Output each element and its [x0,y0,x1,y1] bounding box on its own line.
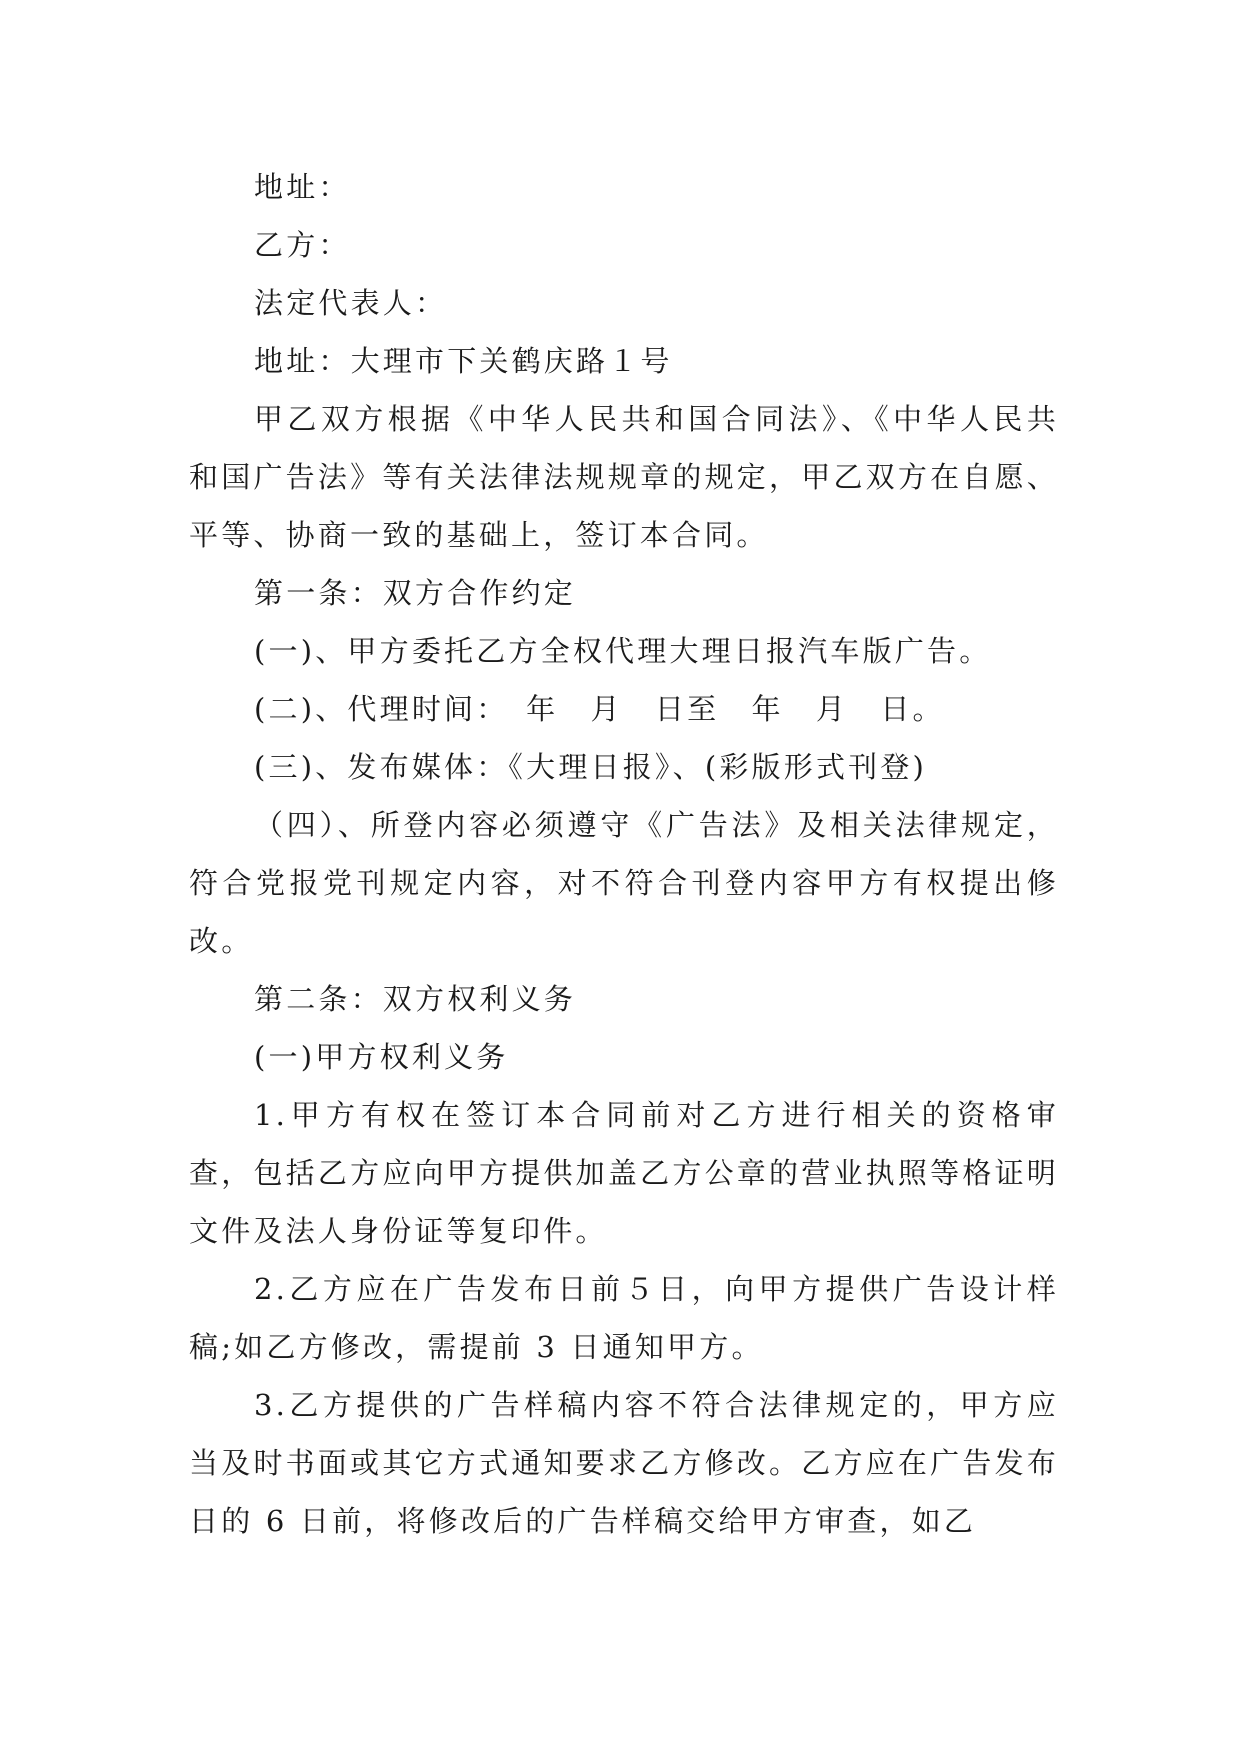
article-two-clause-1: 1.甲方有权在签订本合同前对乙方进行相关的资格审查，包括乙方应向甲方提供加盖乙方公章的营业执照等格证明文件及法人身份证等复印件。 [189,1098,1059,1248]
preamble-paragraph: 甲乙双方根据《中华人民共和国合同法》、《中华人民共和国广告法》等有关法律法规规章的规定，甲乙双方在自愿、平等、协商一致的基础上，签订本合同。 [189,402,1059,552]
article-one-item-4: （四）、所登内容必须遵守《广告法》及相关法律规定，符合党报党刊规定内容，对不符合刊登内容甲方有权提出修改。 [189,808,1059,958]
address-line-party-a: 地址： [254,170,351,204]
article-one-item-3: (三)、发布媒体：《大理日报》、(彩版形式刊登) [254,750,928,784]
article-two-section-1-heading: (一)甲方权利义务 [254,1040,509,1074]
article-one-item-1: (一)、甲方委托乙方全权代理大理日报汽车版广告。 [254,634,992,668]
article-two-clause-3: 3.乙方提供的广告样稿内容不符合法律规定的，甲方应当及时书面或其它方式通知要求乙方修改。乙方应在广告发布日的 6 日前，将修改后的广告样稿交给甲方审查，如乙 [189,1388,1059,1538]
article-two-clause-2: 2.乙方应在广告发布日前５日，向甲方提供广告设计样稿;如乙方修改，需提前 3 日通知甲方。 [189,1272,1059,1364]
contract-body [189,158,1059,1550]
address-line-party-b: 地址：大理市下关鹤庆路１号 [254,344,673,378]
article-one-heading: 第一条：双方合作约定 [254,576,577,610]
party-b-line: 乙方： [254,228,351,262]
article-two-heading: 第二条：双方权利义务 [254,982,577,1016]
legal-representative-line: 法定代表人： [254,286,448,320]
article-one-item-2: (二)、代理时间： 年 月 日至 年 月 日。 [254,692,945,726]
